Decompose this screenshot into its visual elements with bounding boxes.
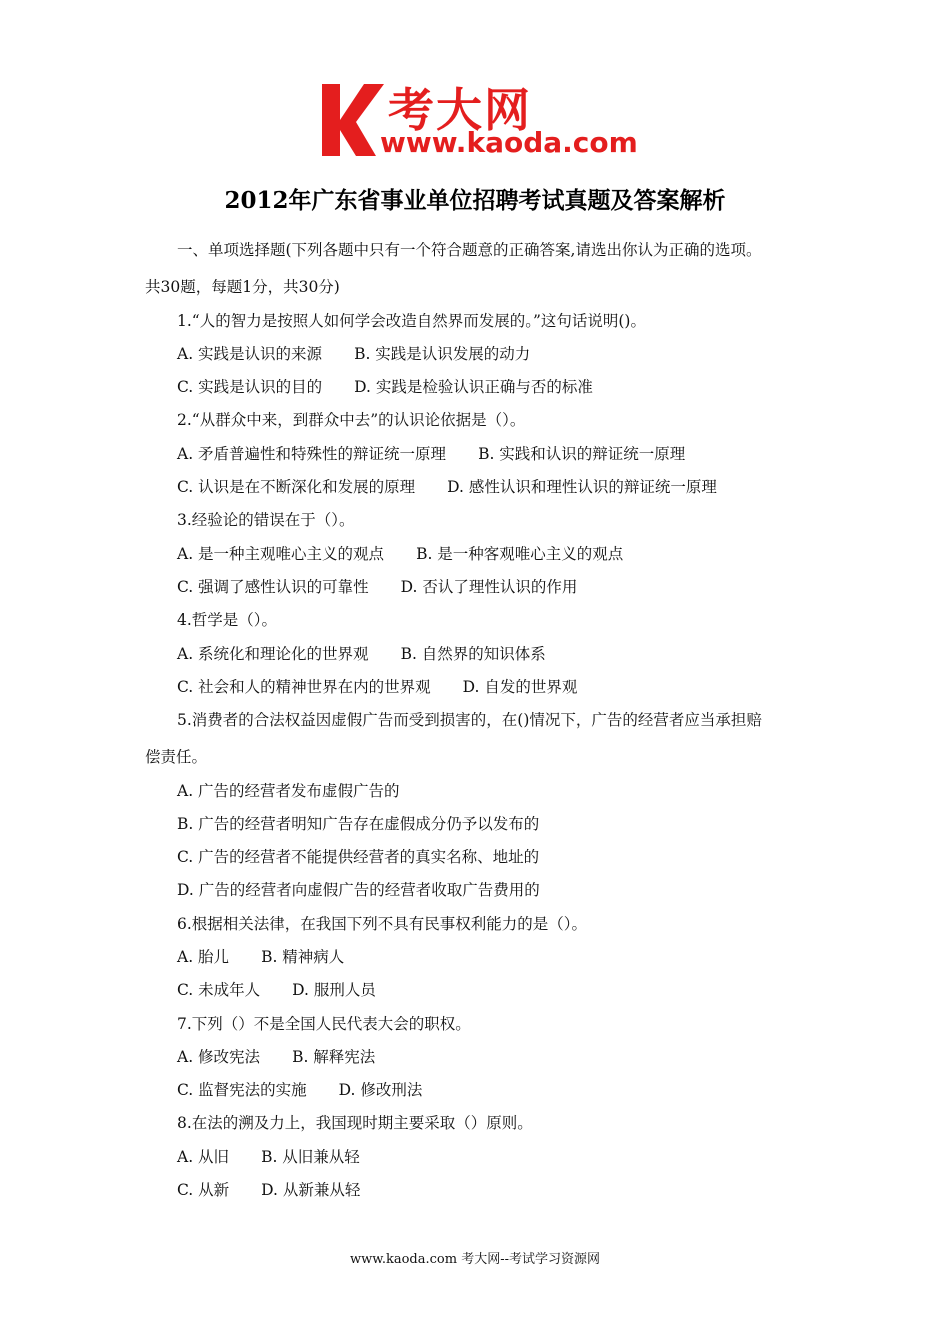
- option-a: A. 修改宪法: [177, 1048, 261, 1066]
- question-4-options-row-2: [177, 677, 577, 697]
- option-a: A. 是一种主观唯心主义的观点: [177, 545, 385, 563]
- option-d: D. 实践是检验认识正确与否的标准: [354, 378, 593, 396]
- question-7-options-row-2: [177, 1080, 422, 1100]
- kaoda-logo[interactable]: [318, 80, 648, 160]
- option-b: B. 解释宪法: [292, 1048, 376, 1066]
- page-title: 2012年广东省事业单位招聘考试真题及答案解析: [224, 187, 726, 214]
- option-c: C. 强调了感性认识的可靠性: [177, 578, 369, 596]
- page-footer[interactable]: www.kaoda.com 考大网--考试学习资源网: [350, 1252, 600, 1267]
- question-6-stem: 6.根据相关法律，在我国下列不具有民事权利能力的是（）。: [177, 915, 588, 933]
- question-5-option-a: A. 广告的经营者发布虚假广告的: [177, 782, 400, 800]
- option-b: B. 精神病人: [261, 948, 345, 966]
- option-d: D. 自发的世界观: [462, 678, 578, 696]
- logo-brand-url: www.kaoda.com: [380, 126, 638, 159]
- question-2-stem: 2.“从群众中来，到群众中去”的认识论依据是（）。: [177, 411, 526, 429]
- option-c: C. 监督宪法的实施: [177, 1081, 307, 1099]
- option-b: B. 实践是认识发展的动力: [354, 345, 531, 363]
- question-1-options-row-1: [177, 344, 530, 364]
- question-5-stem-cont: 偿责任。: [145, 748, 208, 766]
- question-1-options-row-2: [177, 377, 593, 397]
- question-3-options-row-1: [177, 544, 623, 564]
- option-a: A. 矛盾普遍性和特殊性的辩证统一原理: [177, 445, 447, 463]
- intro-line-2: 共30题，每题1分，共30分): [145, 278, 340, 296]
- question-2-options-row-2: [177, 477, 717, 497]
- option-a: A. 胎儿: [177, 948, 230, 966]
- option-c: C. 未成年人: [177, 981, 261, 999]
- logo-brand-cn: 考大网: [388, 83, 532, 137]
- question-1-stem: 1.“人的智力是按照人如何学会改造自然界而发展的。”这句话说明()。: [177, 312, 646, 330]
- question-5-option-c: C. 广告的经营者不能提供经营者的真实名称、地址的: [177, 848, 540, 866]
- option-d: D. 从新兼从轻: [261, 1181, 361, 1199]
- option-b: B. 自然界的知识体系: [400, 645, 546, 663]
- option-b: B. 实践和认识的辩证统一原理: [478, 445, 686, 463]
- question-8-options-row-2: [177, 1180, 360, 1200]
- option-a: A. 系统化和理论化的世界观: [177, 645, 369, 663]
- question-8-stem: 8.在法的溯及力上，我国现时期主要采取（）原则。: [177, 1114, 533, 1132]
- intro-line-1: 一、单项选择题(下列各题中只有一个符合题意的正确答案,请选出你认为正确的选项。: [177, 241, 762, 259]
- option-d: D. 服刑人员: [292, 981, 376, 999]
- option-c: C. 从新: [177, 1181, 230, 1199]
- option-c: C. 认识是在不断深化和发展的原理: [177, 478, 416, 496]
- option-b: B. 从旧兼从轻: [261, 1148, 360, 1166]
- question-4-stem: 4.哲学是（）。: [177, 611, 278, 629]
- option-a: A. 实践是认识的来源: [177, 345, 323, 363]
- question-4-options-row-1: [177, 644, 546, 664]
- question-6-options-row-1: [177, 947, 344, 967]
- question-7-options-row-1: [177, 1047, 375, 1067]
- option-c: C. 实践是认识的目的: [177, 378, 323, 396]
- option-a: A. 从旧: [177, 1148, 230, 1166]
- option-d: D. 修改刑法: [338, 1081, 423, 1099]
- option-c: C. 社会和人的精神世界在内的世界观: [177, 678, 431, 696]
- question-7-stem: 7.下列（）不是全国人民代表大会的职权。: [177, 1015, 471, 1033]
- option-b: B. 是一种客观唯心主义的观点: [416, 545, 624, 563]
- question-2-options-row-1: [177, 444, 685, 464]
- question-3-stem: 3.经验论的错误在于（）。: [177, 511, 355, 529]
- question-5-option-d: D. 广告的经营者向虚假广告的经营者收取广告费用的: [177, 881, 540, 899]
- question-5-stem: 5.消费者的合法权益因虚假广告而受到损害的，在()情况下，广告的经营者应当承担赔: [177, 711, 762, 729]
- k-logo-icon: [318, 80, 388, 158]
- question-5-option-b: B. 广告的经营者明知广告存在虚假成分仍予以发布的: [177, 815, 540, 833]
- question-8-options-row-1: [177, 1147, 360, 1167]
- option-d: D. 否认了理性认识的作用: [400, 578, 578, 596]
- option-d: D. 感性认识和理性认识的辩证统一原理: [447, 478, 717, 496]
- question-3-options-row-2: [177, 577, 577, 597]
- question-6-options-row-2: [177, 980, 376, 1000]
